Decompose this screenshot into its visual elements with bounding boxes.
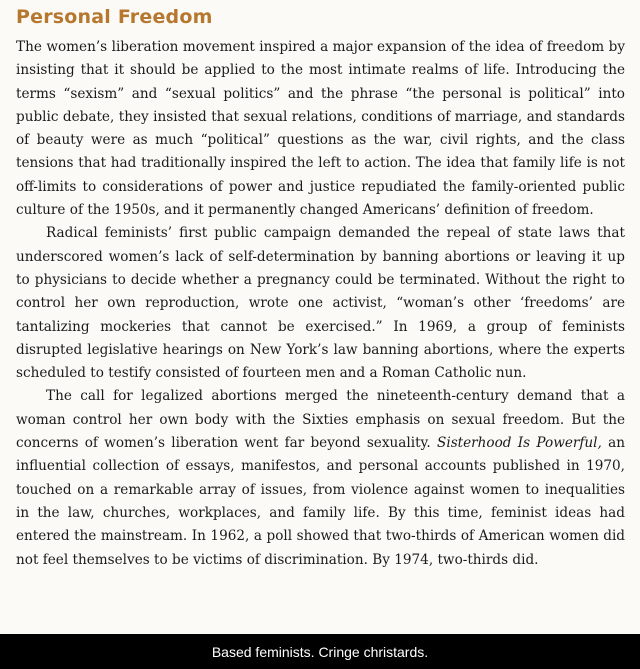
caption-bar xyxy=(0,634,640,669)
paragraph-3-text-before: The call for legalized abortions merged the nineteenth-century demand that a woman control her own body with the Sixties emphasis on sexual freedom. But the concerns of women’s liberation went far beyond sexuality. xyxy=(16,388,625,452)
paragraph-3-text-after: an influential collection of essays, manifestos, and personal accounts published in 1970, touched on a remarkable array of issues, from violence against women to inequalities in the law, churches, workplaces, and family life. By this time, feminist ideas had entered the mainstream. In 1962, a poll showed that two-thirds of American women did not feel themselves to be victims of discrimination. By 1974, two-thirds did. xyxy=(16,435,625,568)
paragraph-3 xyxy=(16,385,625,571)
paragraph-2: Radical feminists’ first public campaign demanded the repeal of state laws that underscored women’s lack of self-determination by banning abortions or leaving it up to physicians to decide whether a pregnancy could be terminated. Without the right to control her own reproduction, wrote one activist, “woman’s other ‘freedoms’ are tantalizing mockeries that cannot be exercised.” In 1969, a group of feminists disrupted legislative hearings on New York’s law banning abortions, where the experts scheduled to testify consisted of fourteen men and a Roman Catholic nun. xyxy=(16,225,625,382)
caption-text: Based feminists. Cringe christards. xyxy=(211,643,429,660)
section-heading: Personal Freedom xyxy=(16,6,213,28)
book-title: Sisterhood Is Powerful, xyxy=(437,435,602,452)
paragraph-1: The women’s liberation movement inspired a major expansion of the idea of freedom by insisting that it should be applied to the most intimate realms of life. Introducing the terms “sexism” and “sexual politics” and the phrase “the personal is political” into public debate, they insisted that sexual relations, conditions of marriage, and standards of beauty were as much “political” questions as the war, civil rights, and the class tensions that had traditionally inspired the left to action. The idea that family life is not off-limits to considerations of power and justice repudiated the family-oriented public culture of the 1950s, and it permanently changed Americans’ definition of freedom. xyxy=(16,39,625,219)
body-text xyxy=(16,36,625,572)
